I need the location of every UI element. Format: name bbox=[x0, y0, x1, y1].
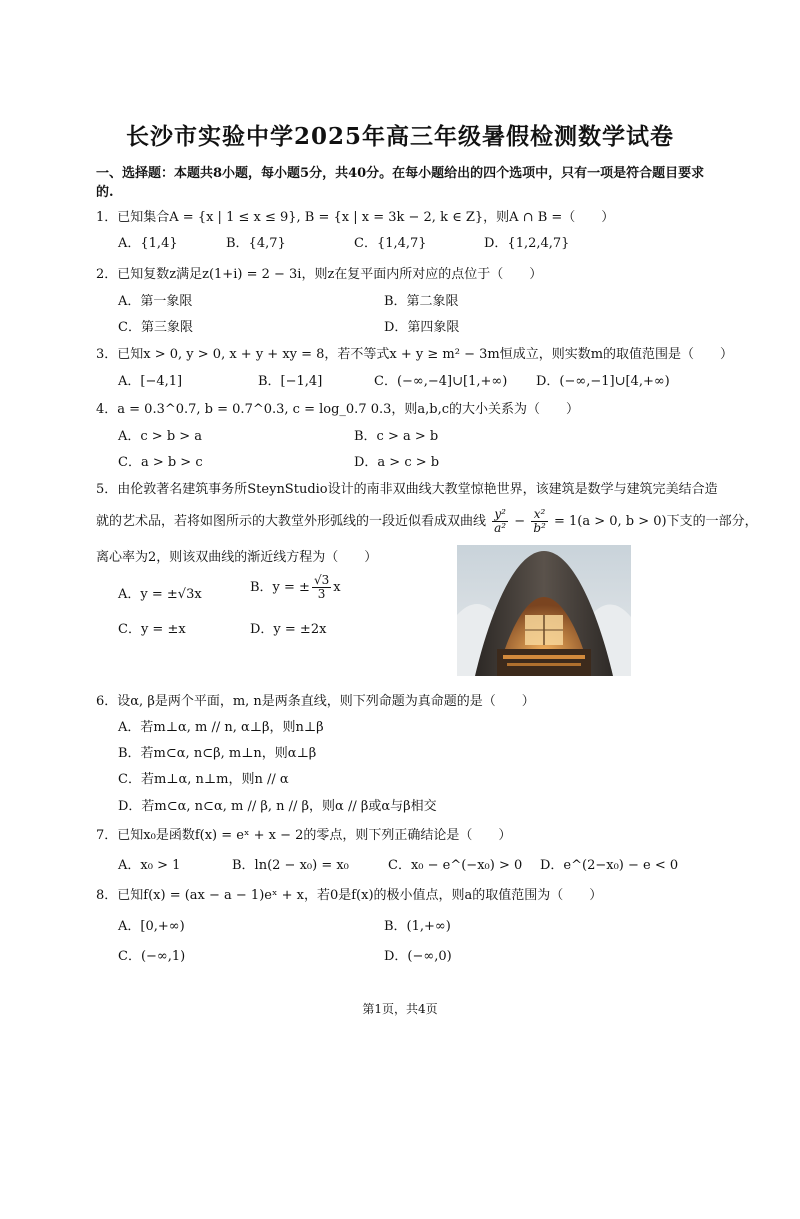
q5-line-1: 5．由伦敦著名建筑事务所SteynStudio设计的南非双曲线大教堂惊艳世界，该建筑是数学与建筑完美结合造 bbox=[96, 482, 718, 497]
q4-stem: 4．a = 0.3^0.7, b = 0.7^0.3, c = log_0.7 0.3，则a,b,c的大小关系为（ ） bbox=[96, 402, 580, 417]
q5-option-c: C．y = ±x bbox=[118, 622, 186, 637]
cathedral-illustration bbox=[457, 545, 631, 676]
exam-title: 长沙市实验中学2025年高三年级暑假检测数学试卷 bbox=[125, 123, 674, 150]
q1-option-b: B．{4,7} bbox=[226, 236, 286, 251]
q7-option-b: B．ln(2 − x₀) = x₀ bbox=[232, 858, 349, 873]
q1-stem: 1．已知集合A = {x | 1 ≤ x ≤ 9}, B = {x | x = 3k − 2, k ∈ Z}，则A ∩ B =（ ） bbox=[96, 210, 615, 225]
q8-option-a: A．[0,+∞) bbox=[118, 919, 185, 934]
page-footer: 第1页，共4页 bbox=[362, 1002, 438, 1016]
q6-option-b: B．若m⊂α, n⊂β, m⊥n，则α⊥β bbox=[118, 746, 317, 761]
fraction-y2-a2 bbox=[492, 508, 508, 535]
frac-numerator: x² bbox=[531, 508, 548, 522]
q6-option-c: C．若m⊥α, n⊥m，则n // α bbox=[118, 772, 289, 787]
q5-option-a: A．y = ±√3x bbox=[118, 587, 202, 602]
fraction-x2-b2 bbox=[531, 508, 548, 535]
q1-option-c: C．{1,4,7} bbox=[354, 236, 427, 251]
q5-line-2-text: 就的艺术品，若将如图所示的大教堂外形弧线的一段近似看成双曲线 bbox=[96, 514, 487, 529]
q4-option-b: B．c > a > b bbox=[354, 429, 439, 444]
q1-option-d: D．{1,2,4,7} bbox=[484, 236, 570, 251]
q5-option-b bbox=[250, 574, 341, 601]
cathedral-photo bbox=[457, 545, 631, 676]
q5-option-b-suffix: x bbox=[333, 580, 341, 595]
q3-option-c: C．(−∞,−4]∪[1,+∞) bbox=[374, 374, 508, 389]
q2-option-d: D．第四象限 bbox=[384, 320, 460, 335]
q3-stem: 3．已知x > 0, y > 0, x + y + xy = 8，若不等式x + y ≥ m² − 3m恒成立，则实数m的取值范围是（ ） bbox=[96, 347, 734, 362]
q8-option-b: B．(1,+∞) bbox=[384, 919, 451, 934]
q2-option-c: C．第三象限 bbox=[118, 320, 193, 335]
q4-option-c: C．a > b > c bbox=[118, 455, 203, 470]
frac-numerator: y² bbox=[492, 508, 508, 522]
q4-option-a: A．c > b > a bbox=[118, 429, 203, 444]
minus-sign: − bbox=[514, 514, 526, 529]
q8-stem: 8．已知f(x) = (ax − a − 1)eˣ + x，若0是f(x)的极小值点，则a的取值范围为（ ） bbox=[96, 888, 603, 903]
q2-option-b: B．第二象限 bbox=[384, 294, 459, 309]
frac-denominator: b² bbox=[533, 521, 546, 535]
frac-numerator: √3 bbox=[313, 573, 330, 587]
q3-option-b: B．[−1,4] bbox=[258, 374, 323, 389]
section-heading: 一、选择题：本题共8小题，每小题5分，共40分。在每小题给出的四个选项中，只有一项是符合题目要求的. bbox=[96, 166, 705, 200]
q6-stem: 6．设α, β是两个平面，m, n是两条直线，则下列命题为真命题的是（ ） bbox=[96, 694, 535, 709]
q7-option-a: A．x₀ > 1 bbox=[118, 858, 181, 873]
q8-option-d: D．(−∞,0) bbox=[384, 949, 452, 964]
q5-option-d: D．y = ±2x bbox=[250, 622, 327, 637]
q5-line-2-tail: = 1(a > 0, b > 0)下支的一部分， bbox=[553, 514, 758, 529]
q6-option-a: A．若m⊥α, m // n, α⊥β，则n⊥β bbox=[118, 720, 324, 735]
q1-option-a: A．{1,4} bbox=[118, 236, 178, 251]
q5-line-2 bbox=[96, 508, 758, 535]
q2-stem: 2．已知复数z满足z(1+i) = 2 − 3i，则z在复平面内所对应的点位于（ ） bbox=[96, 267, 543, 282]
frac-denominator: 3 bbox=[317, 587, 326, 601]
q5-option-b-prefix: B．y = ± bbox=[250, 580, 310, 595]
fraction-sqrt3-3 bbox=[312, 574, 331, 601]
q7-option-d: D．e^(2−x₀) − e < 0 bbox=[540, 858, 679, 873]
q3-option-d: D．(−∞,−1]∪[4,+∞) bbox=[536, 374, 670, 389]
q3-option-a: A．[−4,1] bbox=[118, 374, 183, 389]
q6-option-d: D．若m⊂α, n⊂α, m // β, n // β，则α // β或α与β相交 bbox=[118, 799, 437, 814]
q8-option-c: C．(−∞,1) bbox=[118, 949, 186, 964]
q2-option-a: A．第一象限 bbox=[118, 294, 193, 309]
q7-option-c: C．x₀ − e^(−x₀) > 0 bbox=[388, 858, 523, 873]
q5-line-3: 离心率为2，则该双曲线的渐近线方程为（ ） bbox=[96, 550, 378, 565]
q7-stem: 7．已知x₀是函数f(x) = eˣ + x − 2的零点，则下列正确结论是（ ） bbox=[96, 828, 512, 843]
frac-denominator: a² bbox=[494, 521, 507, 535]
q4-option-d: D．a > c > b bbox=[354, 455, 440, 470]
